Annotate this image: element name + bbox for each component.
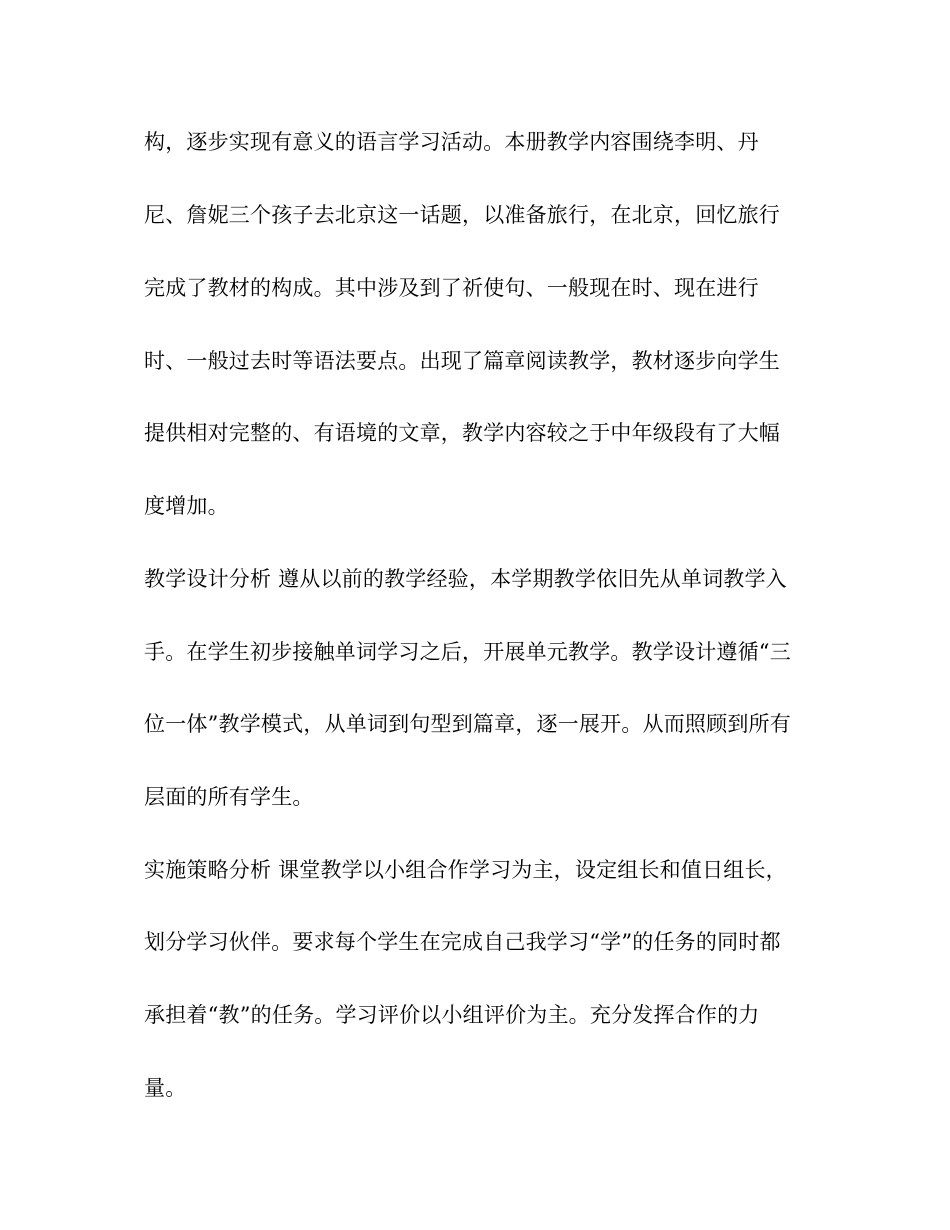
text-line-12: 划分学习伙伴。要求每个学生在完成自己我学习“学”的任务的同时都: [144, 930, 781, 954]
text-line-11: 实施策略分析 课堂教学以小组合作学习为主，设定组长和值日组长，: [144, 858, 787, 882]
text-line-9: 位一体”教学模式，从单词到句型到篇章，逐一展开。从而照顾到所有: [144, 712, 791, 736]
text-line-13: 承担着“教”的任务。学习评价以小组评价为主。充分发挥合作的力: [144, 1003, 760, 1027]
text-line-4: 时、一般过去时等语法要点。出现了篇章阅读教学，教材逐步向学生: [144, 349, 780, 373]
text-line-7: 教学设计分析 遵从以前的教学经验，本学期教学依旧先从单词教学入: [144, 567, 787, 591]
text-line-1: 构，逐步实现有意义的语言学习活动。本册教学内容围绕李明、丹: [144, 130, 759, 154]
text-line-8: 手。在学生初步接触单词学习之后，开展单元教学。教学设计遵循“三: [144, 640, 791, 664]
text-line-10: 层面的所有学生。: [144, 785, 314, 809]
text-line-6: 度增加。: [144, 494, 229, 518]
text-line-14: 量。: [144, 1076, 187, 1100]
text-line-2: 尼、詹妮三个孩子去北京这一话题，以准备旅行，在北京，回忆旅行: [144, 203, 780, 227]
text-line-5: 提供相对完整的、有语境的文章，教学内容较之于中年级段有了大幅: [144, 421, 780, 445]
text-line-3: 完成了教材的构成。其中涉及到了祈使句、一般现在时、现在进行: [144, 276, 759, 300]
